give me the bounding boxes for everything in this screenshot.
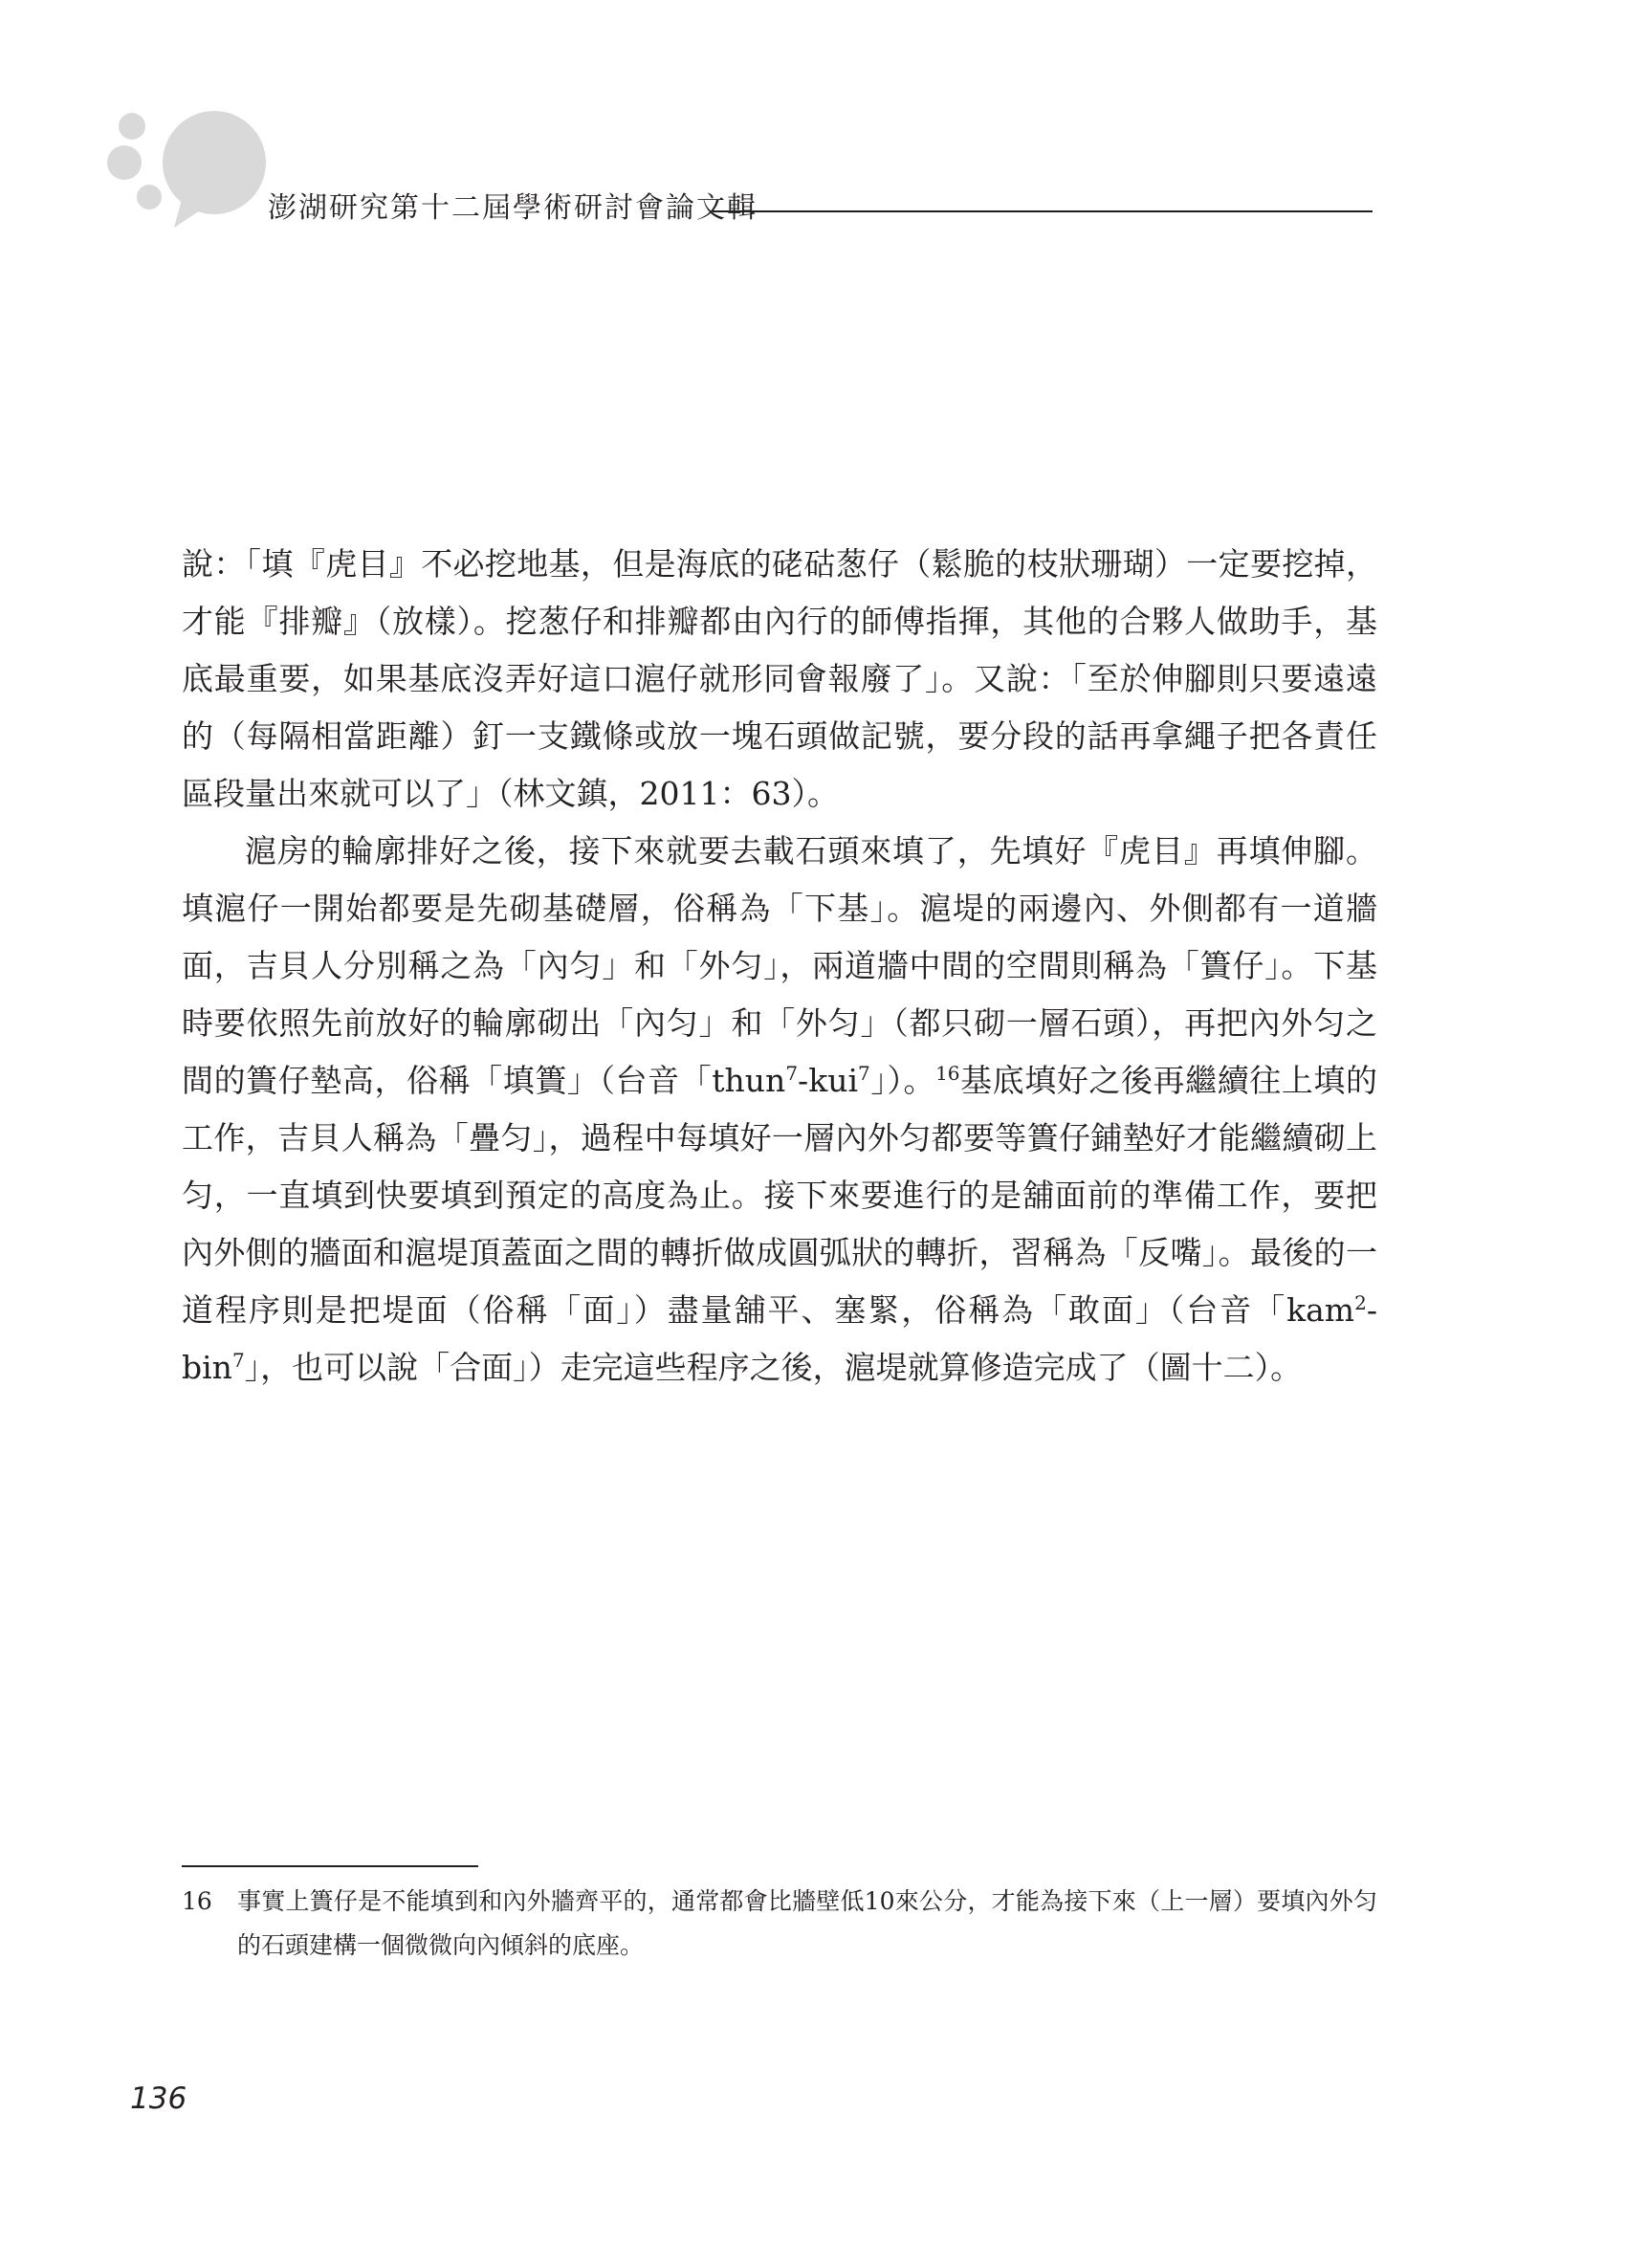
tone-superscript: 7 [231, 1349, 245, 1372]
body-text [182, 536, 1377, 1397]
paragraph-2 [182, 823, 1377, 1397]
speech-bubble-logo-icon [107, 103, 270, 237]
paragraph-2-part-5: -bin [182, 1291, 1377, 1386]
paragraph-2-part-3: 」）。 [869, 1062, 936, 1099]
header-rule [713, 210, 1373, 212]
running-title: 澎湖研究第十二屆學術研討會論文輯 [268, 191, 758, 225]
tone-superscript: 7 [858, 1062, 870, 1085]
page-number: 136 [130, 2081, 187, 2116]
paragraph-2-part-6: 」，也可以說「合面」）走完這些程序之後，滬堤就算修造完成了（圖十二）。 [244, 1349, 1303, 1386]
footnote-text: 事實上簣仔是不能填到和內外牆齊平的，通常都會比牆壁低10來公分，才能為接下來（上一層）要填內外匀的石頭建構一個微微向內傾斜的底座。 [237, 1887, 1377, 1959]
paragraph-2-part-2: -kui [798, 1062, 859, 1099]
footnote [182, 1880, 1377, 1968]
paragraph-1: 說：「填『虎目』不必挖地基，但是海底的硓𥑮葱仔（鬆脆的枝狀珊瑚）一定要挖掉，才能『排瓣』（放樣）。挖葱仔和排瓣都由內行的師傅指揮，其他的合夥人做助手，基底最重要，如果基底沒弄好這口滬仔就形同會報廢了」。又說：「至於伸腳則只要遠遠的（每隔相當距離）釘一支鐵條或放一塊石頭做記號，要分段的話再拿繩子把各責任區段量出來就可以了」（林文鎮，2011：63）。 [182, 545, 1377, 812]
footnote-rule [182, 1865, 478, 1867]
paragraph-2-part-4: 基底填好之後再繼續往上填的工作，吉貝人稱為「疊匀」，過程中每填好一層內外匀都要等簣仔鋪墊好才能繼續砌上匀，一直填到快要填到預定的高度為止。接下來要進行的是舖面前的準備工作，要把內外側的牆面和滬堤頂蓋面之間的轉折做成圓弧狀的轉折，習稱為「反嘴」。最後的一道程序則是把堤面（俗稱「面」）盡量舖平、塞緊，俗稱為「敢面」（台音「kam [182, 1062, 1378, 1329]
tone-superscript: 2 [1354, 1291, 1367, 1314]
footnote-number: 16 [182, 1887, 212, 1915]
paragraph-2-part-1: 滬房的輪廓排好之後，接下來就要去載石頭來填了，先填好『虎目』再填伸腳。填滬仔一開始都要是先砌基礎層，俗稱為「下基」。滬堤的兩邊內、外側都有一道牆面，吉貝人分別稱之為「內匀」和「外匀」，兩道牆中間的空間則稱為「簣仔」。下基時要依照先前放好的輪廓砌出「內匀」和「外匀」（都只砌一層石頭），再把內外匀之間的簣仔墊高，俗稱「填簣」（台音「thun [182, 832, 1377, 1099]
tone-superscript: 7 [785, 1062, 799, 1085]
footnote-reference[interactable]: 16 [935, 1062, 960, 1085]
